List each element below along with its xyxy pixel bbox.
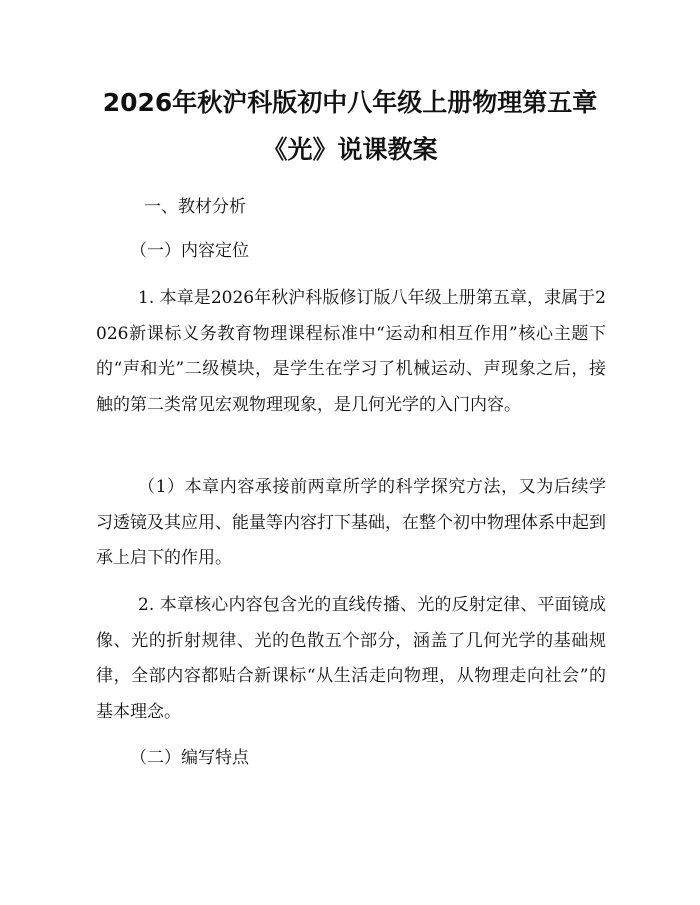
paragraph-chapter-role: （1）本章内容承接前两章所学的科学探究方法，又为后续学习透镜及其应用、能量等内容打下基础，在整个初中物理体系中起到承上启下的作用。 — [96, 477, 606, 568]
document-title-line2: 《光》说课教案 — [262, 135, 438, 164]
paragraph-core-content: 2. 本章核心内容包含光的直线传播、光的反射定律、平面镜成像、光的折射规律、光的色散五个部分，涵盖了几何光学的基础规律，全部内容都贴合新课标“从生活走向物理，从物理走向社会”的基本理念。 — [96, 595, 606, 722]
section-heading-textbook-analysis: 一、教材分析 — [144, 197, 246, 217]
subsection-heading-writing-features: （二）编写特点 — [130, 748, 249, 768]
paragraph-chapter-overview: 1. 本章是2026年秋沪科版修订版八年级上册第五章，隶属于2026新课标义务教育物理课程标准中“运动和相互作用”核心主题下的“声和光”二级模块，是学生在学习了机械运动、声现象之后，接触的第二类常见宏观物理现象，是几何光学的入门内容。 — [96, 288, 606, 415]
subsection-heading-content-positioning: （一）内容定位 — [130, 241, 249, 261]
document-title-line1: 2026年秋沪科版初中八年级上册物理第五章 — [102, 88, 598, 117]
